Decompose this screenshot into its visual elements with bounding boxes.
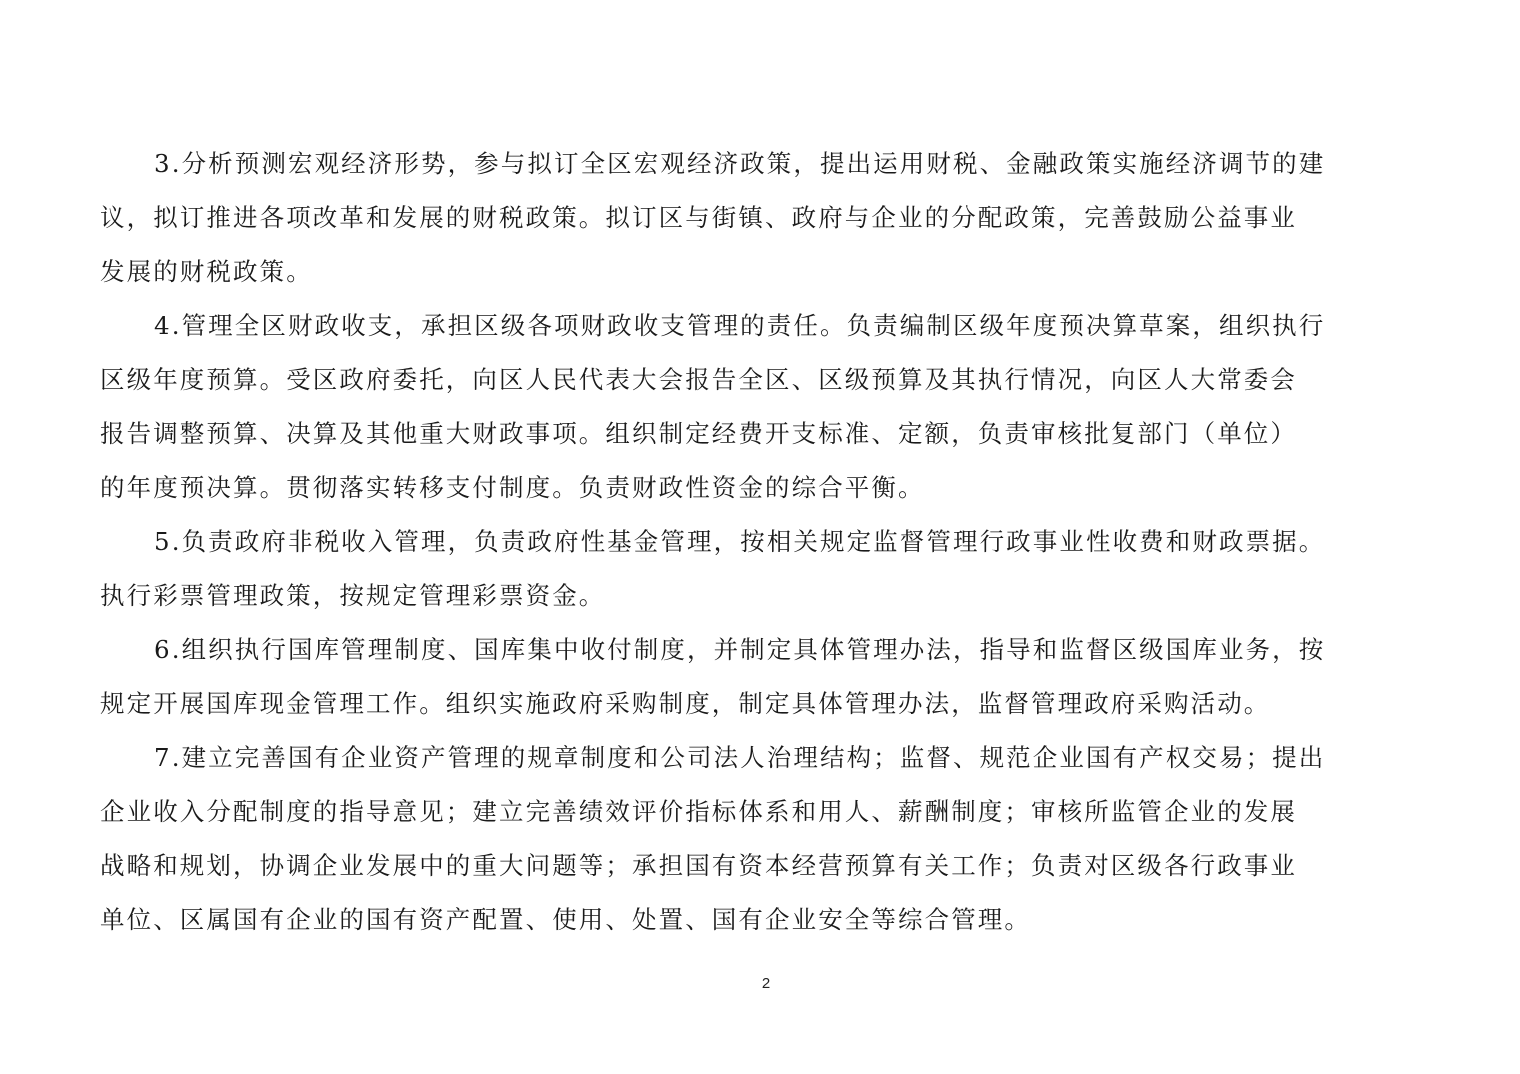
paragraph-7-line-1: 7.建立完善国有企业资产管理的规章制度和公司法人治理结构；监督、规范企业国有产权交易；提出: [154, 743, 1326, 772]
paragraph-4-line-4: 的年度预决算。贯彻落实转移支付制度。负责财政性资金的综合平衡。: [100, 473, 925, 502]
paragraph-6-line-2: 规定开展国库现金管理工作。组织实施政府采购制度，制定具体管理办法，监督管理政府采购活动。: [100, 689, 1271, 718]
page-number: 2: [761, 975, 771, 992]
paragraph-7-line-3: 战略和规划，协调企业发展中的重大问题等；承担国有资本经营预算有关工作；负责对区级各行政事业: [100, 851, 1297, 880]
paragraph-5-line-1: 5.负责政府非税收入管理，负责政府性基金管理，按相关规定监督管理行政事业性收费和财政票据。: [154, 527, 1326, 556]
paragraph-7-line-4: 单位、区属国有企业的国有资产配置、使用、处置、国有企业安全等综合管理。: [100, 905, 1031, 934]
paragraph-6-line-1: 6.组织执行国库管理制度、国库集中收付制度，并制定具体管理办法，指导和监督区级国库业务，按: [154, 635, 1326, 664]
paragraph-3-line-1: 3.分析预测宏观经济形势，参与拟订全区宏观经济政策，提出运用财税、金融政策实施经济调节的建: [154, 149, 1326, 178]
paragraph-4-line-1: 4.管理全区财政收支，承担区级各项财政收支管理的责任。负责编制区级年度预决算草案，组织执行: [154, 311, 1326, 340]
paragraph-4-line-2: 区级年度预算。受区政府委托，向区人民代表大会报告全区、区级预算及其执行情况，向区人大常委会: [100, 365, 1297, 394]
paragraph-7-line-2: 企业收入分配制度的指导意见；建立完善绩效评价指标体系和用人、薪酬制度；审核所监管企业的发展: [100, 797, 1297, 826]
paragraph-3-line-3: 发展的财税政策。: [100, 257, 313, 286]
paragraph-3-line-2: 议，拟订推进各项改革和发展的财税政策。拟订区与街镇、政府与企业的分配政策，完善鼓励公益事业: [100, 203, 1297, 232]
paragraph-4-line-3: 报告调整预算、决算及其他重大财政事项。组织制定经费开支标准、定额，负责审核批复部门（单位）: [100, 419, 1297, 448]
paragraph-5-line-2: 执行彩票管理政策，按规定管理彩票资金。: [100, 581, 606, 610]
